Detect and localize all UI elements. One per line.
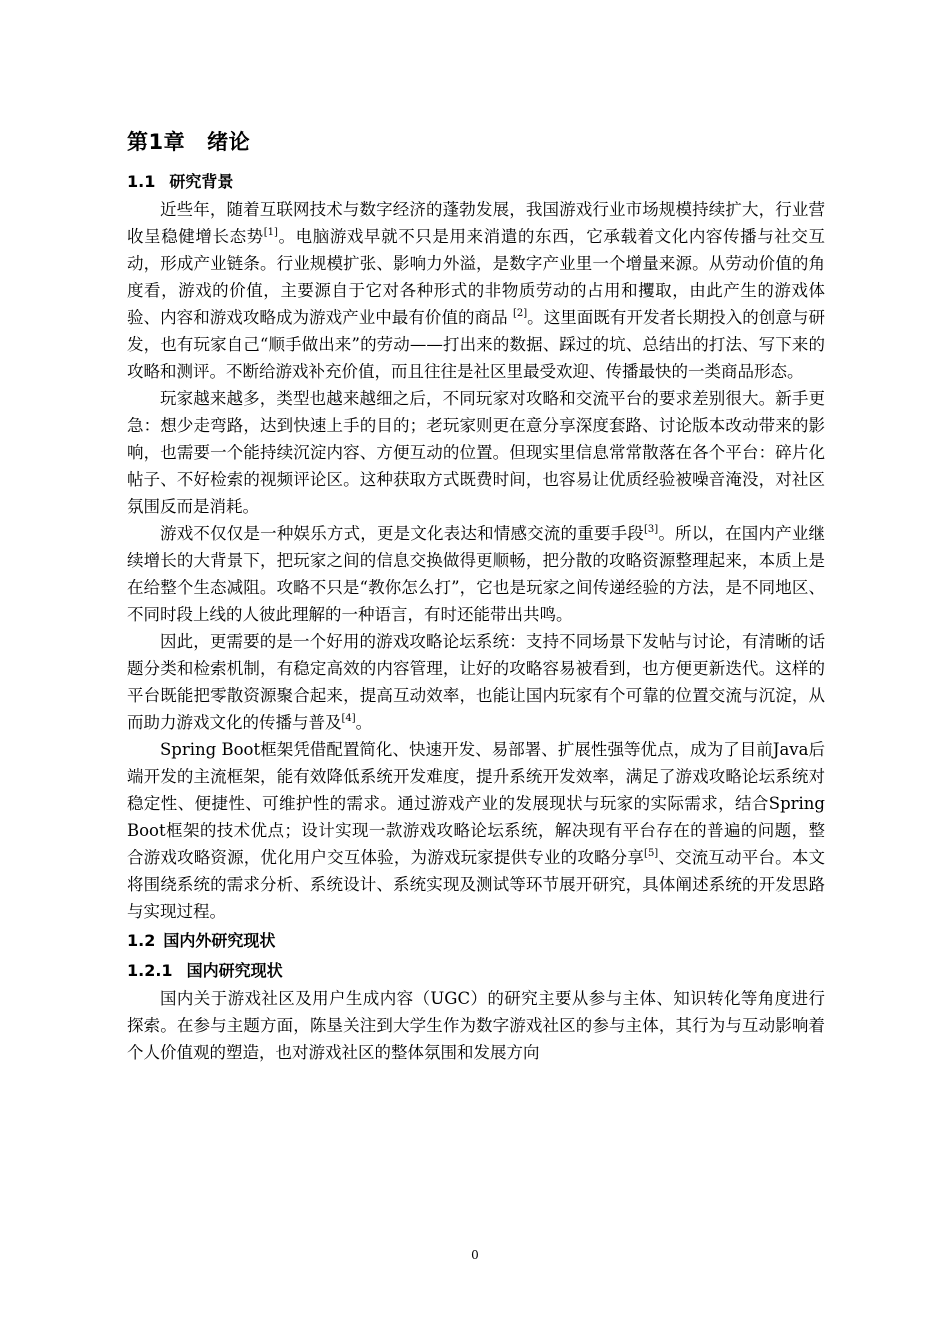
paragraph-text: Spring Boot框架凭借配置简化、快速开发、易部署、扩展性强等优点，成为了目前Java后端开发的主流框架，能有效降低系统开发难度，提升系统开发效率，满足了游戏攻略论坛系统对稳定性、便捷性、可维护性的需求。通过游戏产业的发展现状与玩家的实际需求，结合Spring Boot框架的技术优点；设计实现一款游戏攻略论坛系统，解决现有平台存在的普遍的问题，整合游戏攻略资源，优化用户交互体验，为游戏玩家提供专业的攻略分享 <box>127 740 825 867</box>
paragraph-5 <box>127 736 825 925</box>
paragraph-text: 、交流互动平台。本文将围绕系统的需求分析、系统设计、系统实现及测试等环节展开研究，具体阐述系统的开发思路与实现过程。 <box>127 848 826 921</box>
paragraph-text: 近些年，随着互联网技术与数字经济的蓬勃发展，我国游戏行业市场规模持续扩大，行业营收呈稳健增长态势 <box>127 200 825 246</box>
citation-ref: [1] <box>263 227 278 238</box>
section-heading-1-2 <box>127 927 825 955</box>
paragraph-text: 游戏不仅仅是一种娱乐方式，更是文化表达和情感交流的重要手段 <box>160 524 644 543</box>
subsection-number: 1.2.1 <box>127 961 173 980</box>
paragraph-text: 因此，更需要的是一个好用的游戏攻略论坛系统：支持不同场景下发帖与讨论，有清晰的话题分类和检索机制，有稳定高效的内容管理，让好的攻略容易被看到，也方便更新迭代。这样的平台既能把零散资源聚合起来，提高互动效率，也能让国内玩家有个可靠的位置交流与沉淀，从而助力游戏文化的传播与普及 <box>127 632 825 732</box>
page-number: 0 <box>471 1248 479 1262</box>
chapter-heading <box>127 128 825 156</box>
citation-ref: [4] <box>341 713 356 724</box>
citation-ref: [5] <box>644 848 659 859</box>
paragraph-1 <box>127 196 825 385</box>
paragraph-4 <box>127 628 825 736</box>
paragraph-text: 。电脑游戏早就不只是用来消遣的东西，它承载着文化内容传播与社交互动，形成产业链条。行业规模扩张、影响力外溢，是数字产业里一个增量来源。从劳动价值的角度看，游戏的价值，主要源自于它对各种形式的非物质劳动的占用和攫取，由此产生的游戏体验、内容和游戏攻略成为游戏产业中最有价值的商品 <box>127 227 825 327</box>
paragraph-2: 玩家越来越多，类型也越来越细之后，不同玩家对攻略和交流平台的要求差别很大。新手更急：想少走弯路，达到快速上手的目的；老玩家则更在意分享深度套路、讨论版本改动带来的影响，也需要一个能持续沉淀内容、方便互动的位置。但现实里信息常常散落在各个平台：碎片化帖子、不好检索的视频评论区。这种获取方式既费时间，也容易让优质经验被噪音淹没，对社区氛围反而是消耗。 <box>127 389 825 516</box>
chapter-title: 绪论 <box>207 130 251 154</box>
subsection-heading-1-2-1 <box>127 957 825 985</box>
paragraph-6: 国内关于游戏社区及用户生成内容（UGC）的研究主要从参与主体、知识转化等角度进行探索。在参与主题方面，陈垦关注到大学生作为数字游戏社区的参与主体，其行为与互动影响着个人价值观的塑造，也对游戏社区的整体氛围和发展方向 <box>127 989 825 1062</box>
paragraph-text: 。这里面既有开发者长期投入的创意与研发，也有玩家自己“顺手做出来”的劳动——打出来的数据、踩过的坑、总结出的打法、写下来的攻略和测评。不断给游戏补充价值，而且往往是社区里最受欢迎、传播最快的一类商品形态。 <box>127 308 826 381</box>
page-content <box>127 128 825 1066</box>
citation-ref: [3] <box>643 524 659 535</box>
paragraph-3 <box>127 520 825 628</box>
section-number: 1.1 <box>127 172 156 191</box>
subsection-title: 国内研究现状 <box>186 961 283 980</box>
section-title: 研究背景 <box>169 172 234 191</box>
citation-ref: [2] <box>512 308 528 319</box>
section-heading-1-1 <box>127 168 825 196</box>
section-title: 国内外研究现状 <box>163 931 276 950</box>
paragraph-text: 。 <box>355 713 373 732</box>
chapter-number: 第1章 <box>127 130 186 154</box>
paragraph-text: 。所以，在国内产业继续增长的大背景下，把玩家之间的信息交换做得更顺畅，把分散的攻略资源整理起来，本质上是在给整个生态减阻。攻略不只是“教你怎么打”，它也是玩家之间传递经验的方法，是不同地区、不同时段上线的人彼此理解的一种语言，有时还能带出共鸣。 <box>127 524 826 624</box>
section-number: 1.2 <box>127 931 156 950</box>
